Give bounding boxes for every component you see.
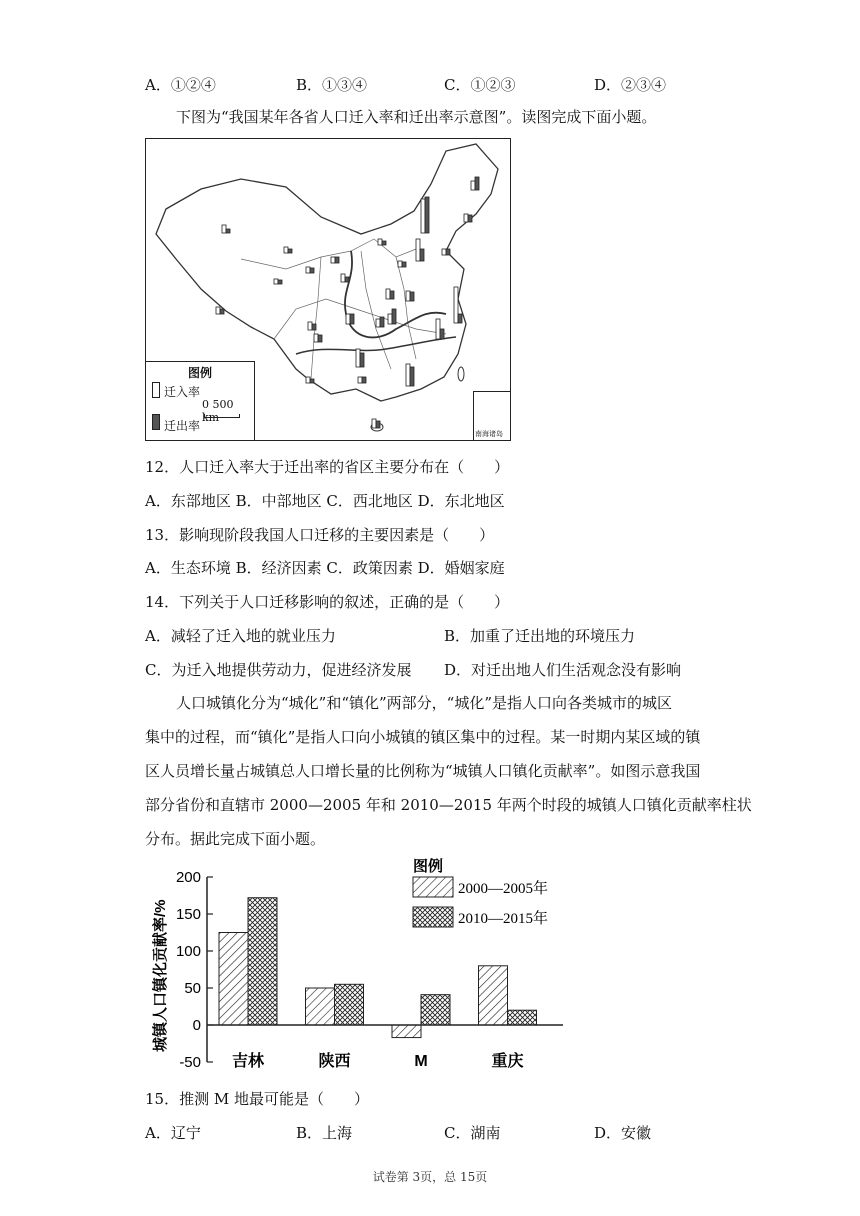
- q14-stem: 14．下列关于人口迁移影响的叙述，正确的是（ ）: [145, 593, 510, 611]
- legend-in-label: 迁入率: [164, 385, 201, 399]
- legend-title: 图例: [413, 858, 444, 875]
- legend-out-swatch: [152, 414, 160, 430]
- q14-option-a: A．减轻了迁入地的就业压力: [145, 627, 336, 645]
- y-tick-label: 0: [192, 1017, 201, 1034]
- x-tick-label: 重庆: [491, 1053, 524, 1070]
- q15-option-d: D．安徽: [594, 1124, 652, 1142]
- x-tick-label: M: [414, 1053, 428, 1070]
- bar-2010-2015: [508, 1010, 537, 1025]
- passage-line-1: 人口城镇化分为“城化”和“镇化”两部分，“城化”是指人口向各类城市的城区: [176, 694, 673, 712]
- bar-2010-2015: [335, 984, 364, 1025]
- q15-stem: 15．推测 M 地最可能是（ ）: [145, 1090, 369, 1108]
- q14-option-d: D．对迁出地人们生活观念没有影响: [444, 661, 682, 679]
- bar-2000-2005: [392, 1025, 421, 1038]
- y-tick-label: 150: [175, 906, 201, 923]
- bar-2000-2005: [306, 988, 335, 1025]
- legend-swatch: [413, 907, 453, 927]
- map-legend: [146, 361, 255, 440]
- bar-2010-2015: [421, 995, 450, 1025]
- map-legend-title: 图例: [188, 366, 213, 380]
- passage-line-3: 区人员增长量占城镇总人口增长量的比例称为“城镇人口镇化贡献率”。如图示意我国: [145, 762, 701, 780]
- migration-map: [145, 138, 511, 441]
- x-tick-label: 吉林: [231, 1053, 265, 1070]
- q11-option-c: C．①②③: [444, 76, 516, 94]
- q13-options: A．生态环境 B．经济因素 C．政策因素 D．婚姻家庭: [145, 559, 505, 577]
- passage-line-5: 分布。据此完成下面小题。: [145, 830, 326, 848]
- bar-chart: [145, 855, 585, 1075]
- south-sea-inset: [473, 391, 510, 440]
- y-tick-label: 100: [175, 943, 201, 960]
- q14-option-b: B．加重了迁出地的环境压力: [444, 627, 636, 645]
- q15-option-b: B．上海: [296, 1124, 353, 1142]
- bar-2000-2005: [219, 933, 248, 1026]
- scale-bar: [204, 414, 240, 418]
- y-axis-label: 城镇人口镇化贡献率/%: [152, 899, 169, 1052]
- legend-swatch: [413, 877, 453, 897]
- legend-label: 2010—2015年: [458, 911, 549, 927]
- q13-stem: 13．影响现阶段我国人口迁移的主要因素是（ ）: [145, 526, 495, 544]
- y-tick-label: -50: [179, 1054, 201, 1071]
- inset-label: 南海诸岛: [475, 430, 503, 438]
- legend-label: 2000—2005年: [458, 881, 549, 897]
- y-tick-label: 200: [175, 869, 201, 886]
- q11-option-a: A．①②④: [145, 76, 216, 94]
- q14-option-c: C．为迁入地提供劳动力，促进经济发展: [145, 661, 412, 679]
- q15-option-c: C．湖南: [444, 1124, 501, 1142]
- x-tick-label: 陕西: [318, 1053, 351, 1070]
- map-scale: 0 500 km: [202, 398, 234, 424]
- q12-options: A．东部地区 B．中部地区 C．西北地区 D．东北地区: [145, 492, 505, 510]
- q12-stem: 12．人口迁入率大于迁出率的省区主要分布在（ ）: [145, 458, 510, 476]
- q15-option-a: A．辽宁: [145, 1124, 201, 1142]
- legend-in-swatch: [152, 382, 160, 398]
- legend-out-label: 迁出率: [164, 419, 201, 433]
- q11-option-b: B．①③④: [296, 76, 368, 94]
- bar-2000-2005: [479, 966, 508, 1025]
- passage-line-4: 部分省份和直辖市 2000—2005 年和 2010—2015 年两个时段的城镇人口镇化贡献率柱状: [145, 796, 752, 814]
- page-footer: 试卷第 3页，总 15页: [372, 1170, 488, 1184]
- y-tick-label: 50: [184, 980, 201, 997]
- map-intro: 下图为“我国某年各省人口迁入率和迁出率示意图”。读图完成下面小题。: [176, 108, 657, 126]
- passage-line-2: 集中的过程，而“镇化”是指人口向小城镇的镇区集中的过程。某一时期内某区域的镇: [145, 728, 701, 746]
- bar-2010-2015: [248, 898, 277, 1025]
- q11-option-d: D．②③④: [594, 76, 667, 94]
